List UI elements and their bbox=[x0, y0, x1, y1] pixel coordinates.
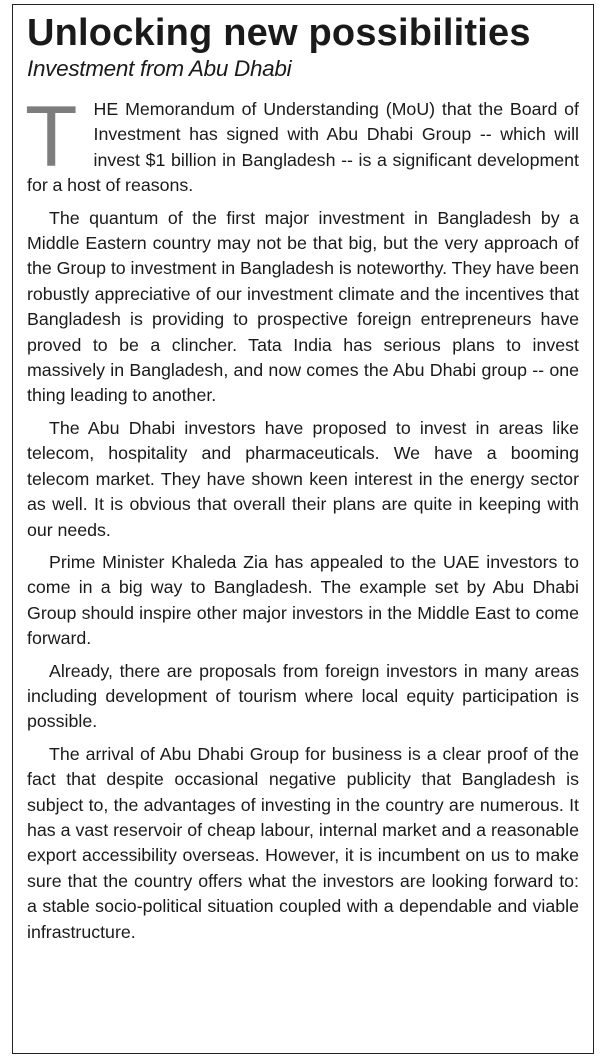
paragraph-1-text: HE Memorandum of Understanding (MoU) that the Board of Investment has signed with Abu Dhabi Group -- which will invest $1 billion in Bangladesh -- is a significant development for a host of reasons. bbox=[27, 99, 579, 196]
paragraph-6: The arrival of Abu Dhabi Group for business is a clear proof of the fact that despite occasional negative publicity that Bangladesh is subject to, the advantages of investing in the country are numerous. It has a vast reservoir of cheap labour, internal market and a reasonable export accessibility overseas. However, it is incumbent on us to make sure that the country offers what the investors are looking forward to: a stable socio-political situation coupled with a dependable and viable infrastructure. bbox=[27, 743, 579, 942]
paragraph-5: Already, there are proposals from foreign investors in many areas including development of tourism where local equity participation is possible. bbox=[27, 660, 579, 732]
headline: Unlocking new possibilities bbox=[27, 12, 531, 54]
subhead: Investment from Abu Dhabi bbox=[27, 56, 292, 81]
drop-cap: T bbox=[25, 89, 78, 185]
paragraph-3: The Abu Dhabi investors have proposed to invest in areas like telecom, hospitality and pharmaceuticals. We have a booming telecom market. They have shown keen interest in the energy sector as well. It is obvious that overall their plans are quite in keeping with our needs. bbox=[27, 417, 579, 540]
newspaper-clipping bbox=[12, 4, 594, 1054]
paragraph-1 bbox=[25, 89, 579, 199]
paragraph-4: Prime Minister Khaleda Zia has appealed to the UAE investors to come in a big way to Bangladesh. The example set by Abu Dhabi Group should inspire other major investors in the Middle East to come forward. bbox=[27, 551, 579, 649]
article-body bbox=[25, 89, 579, 945]
paragraph-2: The quantum of the first major investment in Bangladesh by a Middle Eastern country may not be that big, but the very approach of the Group to investment in Bangladesh is noteworthy. They have been robustly appreciative of our investment climate and the incentives that Bangladesh is providing to prospective foreign entrepreneurs have proved to be a clincher. Tata India has serious plans to invest massively in Bangladesh, and now comes the Abu Dhabi group -- one thing leading to another. bbox=[27, 207, 579, 406]
